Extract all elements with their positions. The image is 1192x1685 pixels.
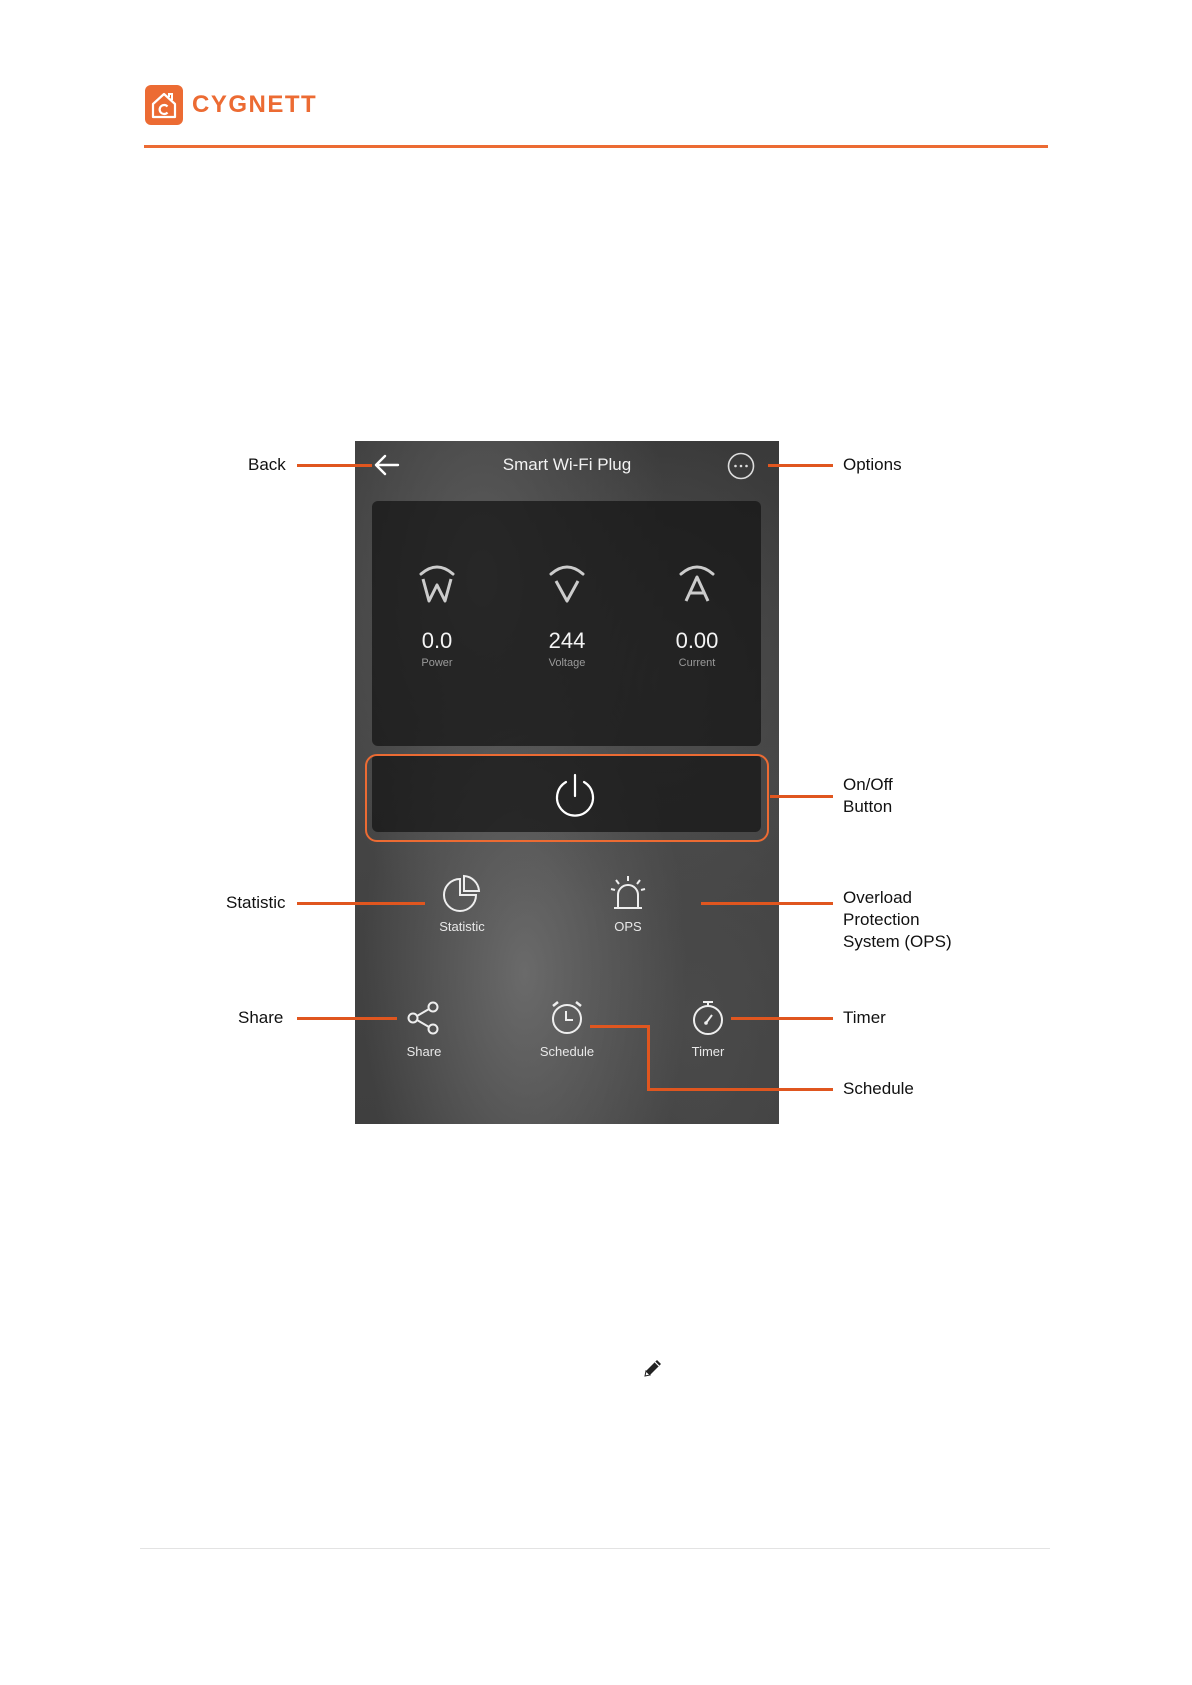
leader-schedule-b xyxy=(647,1025,650,1090)
share-button[interactable] xyxy=(379,998,469,1059)
leader-share xyxy=(297,1017,397,1020)
brand-logo-icon xyxy=(145,85,183,125)
callout-back: Back xyxy=(248,455,286,474)
schedule-button[interactable] xyxy=(522,998,612,1059)
voltage-icon xyxy=(545,561,589,605)
callout-timer: Timer xyxy=(843,1008,886,1027)
statistic-button[interactable] xyxy=(417,873,507,934)
ops-button[interactable] xyxy=(583,873,673,934)
metric-current xyxy=(642,561,752,669)
leader-timer xyxy=(731,1017,833,1020)
stopwatch-icon xyxy=(688,998,728,1038)
callout-ops-line2: Protection xyxy=(843,910,920,929)
share-label: Share xyxy=(406,1044,442,1059)
callout-onoff-line1: On/Off xyxy=(843,775,893,794)
callout-share: Share xyxy=(238,1008,284,1027)
app-title: Smart Wi-Fi Plug xyxy=(502,455,632,474)
header-divider xyxy=(144,145,1048,148)
app-screenshot xyxy=(355,441,779,1124)
callout-options: Options xyxy=(843,455,902,474)
alarm-clock-icon xyxy=(547,998,587,1038)
leader-back xyxy=(297,464,372,467)
onoff-highlight-frame xyxy=(365,754,769,842)
current-ampere-icon xyxy=(675,561,719,605)
leader-options xyxy=(768,464,833,467)
timer-label: Timer xyxy=(691,1044,725,1059)
voltage-value: 244 xyxy=(548,628,586,653)
pie-chart-icon xyxy=(442,873,482,913)
timer-button[interactable] xyxy=(663,998,753,1059)
brand-name: CYGNETT xyxy=(192,91,318,118)
callout-onoff-line2: Button xyxy=(843,797,893,816)
leader-statistic xyxy=(297,902,425,905)
more-options-icon[interactable] xyxy=(727,452,755,480)
metric-voltage xyxy=(512,561,622,669)
metric-power xyxy=(382,561,492,669)
metrics-panel xyxy=(372,501,761,746)
callout-statistic: Statistic xyxy=(226,893,286,912)
power-watt-icon xyxy=(415,561,459,605)
leader-ops xyxy=(701,902,833,905)
leader-schedule-a xyxy=(590,1025,649,1028)
current-value: 0.00 xyxy=(675,628,719,653)
current-label: Current xyxy=(678,657,716,669)
callout-ops-line1: Overload xyxy=(843,888,912,907)
statistic-label: Statistic xyxy=(439,919,485,934)
footer-divider xyxy=(140,1548,1050,1549)
callout-ops-line3: System (OPS) xyxy=(843,932,952,951)
power-value: 0.0 xyxy=(421,628,453,653)
ops-label: OPS xyxy=(614,919,642,934)
schedule-label: Schedule xyxy=(539,1044,595,1059)
leader-onoff xyxy=(770,795,833,798)
callout-onoff xyxy=(843,774,893,818)
pencil-icon[interactable] xyxy=(641,1356,665,1380)
power-label: Power xyxy=(421,657,453,669)
callout-ops xyxy=(843,887,952,953)
share-icon xyxy=(404,998,444,1038)
alarm-siren-icon xyxy=(608,873,648,913)
callout-schedule: Schedule xyxy=(843,1079,914,1098)
voltage-label: Voltage xyxy=(548,657,586,669)
leader-schedule-c xyxy=(647,1088,833,1091)
